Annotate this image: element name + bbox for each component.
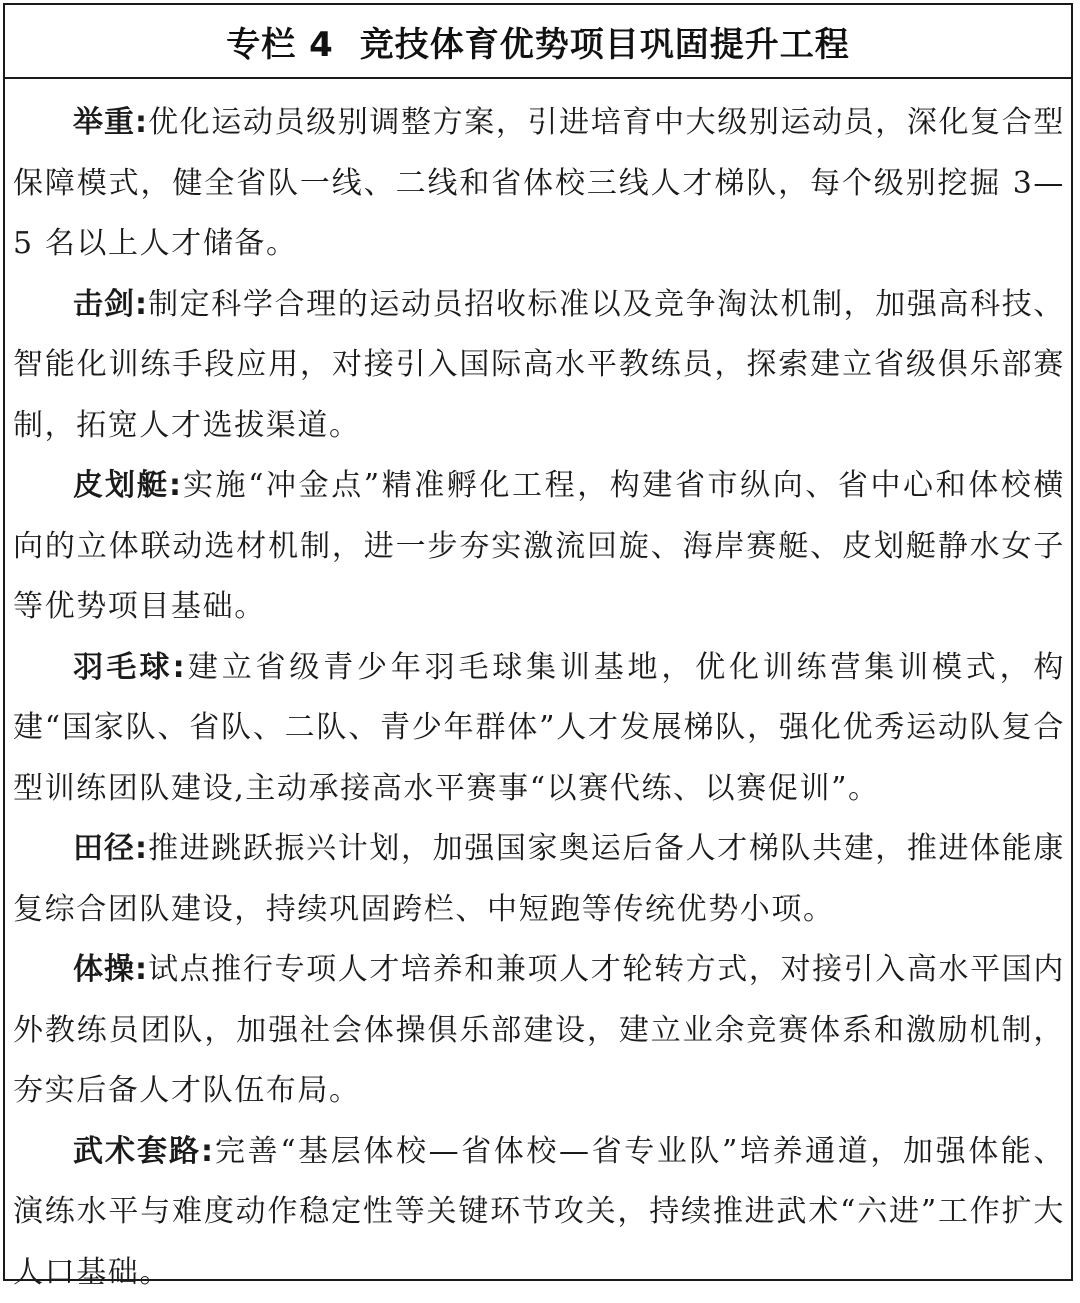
title-prefix: 专栏 4 <box>226 25 334 65</box>
item-text: 建立省级青少年羽毛球集训基地，优化训练营集训模式，构建“国家队、省队、二队、青少年群体”人才发展梯队，强化优秀运动队复合型训练团队建设,主动承接高水平赛事“以赛代练、以赛促训”。 <box>13 650 1065 806</box>
box-body <box>5 79 1071 1303</box>
item-fencing <box>13 275 1065 457</box>
item-weightlifting <box>13 93 1065 275</box>
item-text: 完善“基层体校—省体校—省专业队”培养通道，加强体能、演练水平与难度动作稳定性等关键环节攻关，持续推进武术“六进”工作扩大人口基础。 <box>13 1134 1065 1290</box>
item-heading: 武术套路: <box>73 1134 214 1169</box>
item-canoe <box>13 456 1065 638</box>
box-header <box>5 5 1071 79</box>
item-text: 优化运动员级别调整方案，引进培育中大级别运动员，深化复合型保障模式，健全省队一线、二线和省体校三线人才梯队，每个级别挖掘 3—5 名以上人才储备。 <box>13 105 1065 261</box>
item-wushu <box>13 1122 1065 1303</box>
item-heading: 击剑: <box>73 287 148 322</box>
item-badminton <box>13 638 1065 820</box>
item-heading: 羽毛球: <box>73 650 186 685</box>
item-heading: 田径: <box>73 831 148 866</box>
item-athletics <box>13 819 1065 940</box>
item-heading: 举重: <box>73 105 148 140</box>
feature-box <box>3 3 1073 1281</box>
item-gymnastics <box>13 940 1065 1122</box>
item-text: 实施“冲金点”精准孵化工程，构建省市纵向、省中心和体校横向的立体联动选材机制，进一步夯实激流回旋、海岸赛艇、皮划艇静水女子等优势项目基础。 <box>13 468 1065 624</box>
title-text: 竞技体育优势项目巩固提升工程 <box>360 25 850 65</box>
item-text: 试点推行专项人才培养和兼项人才轮转方式，对接引入高水平国内外教练员团队，加强社会体操俱乐部建设，建立业余竞赛体系和激励机制，夯实后备人才队伍布局。 <box>13 952 1065 1108</box>
item-text: 制定科学合理的运动员招收标准以及竞争淘汰机制，加强高科技、智能化训练手段应用，对接引入国际高水平教练员，探索建立省级俱乐部赛制，拓宽人才选拔渠道。 <box>13 287 1065 443</box>
box-title <box>226 17 850 66</box>
item-heading: 皮划艇: <box>73 468 182 503</box>
item-heading: 体操: <box>73 952 148 987</box>
item-text: 推进跳跃振兴计划，加强国家奥运后备人才梯队共建，推进体能康复综合团队建设，持续巩固跨栏、中短跑等传统优势小项。 <box>13 831 1065 927</box>
